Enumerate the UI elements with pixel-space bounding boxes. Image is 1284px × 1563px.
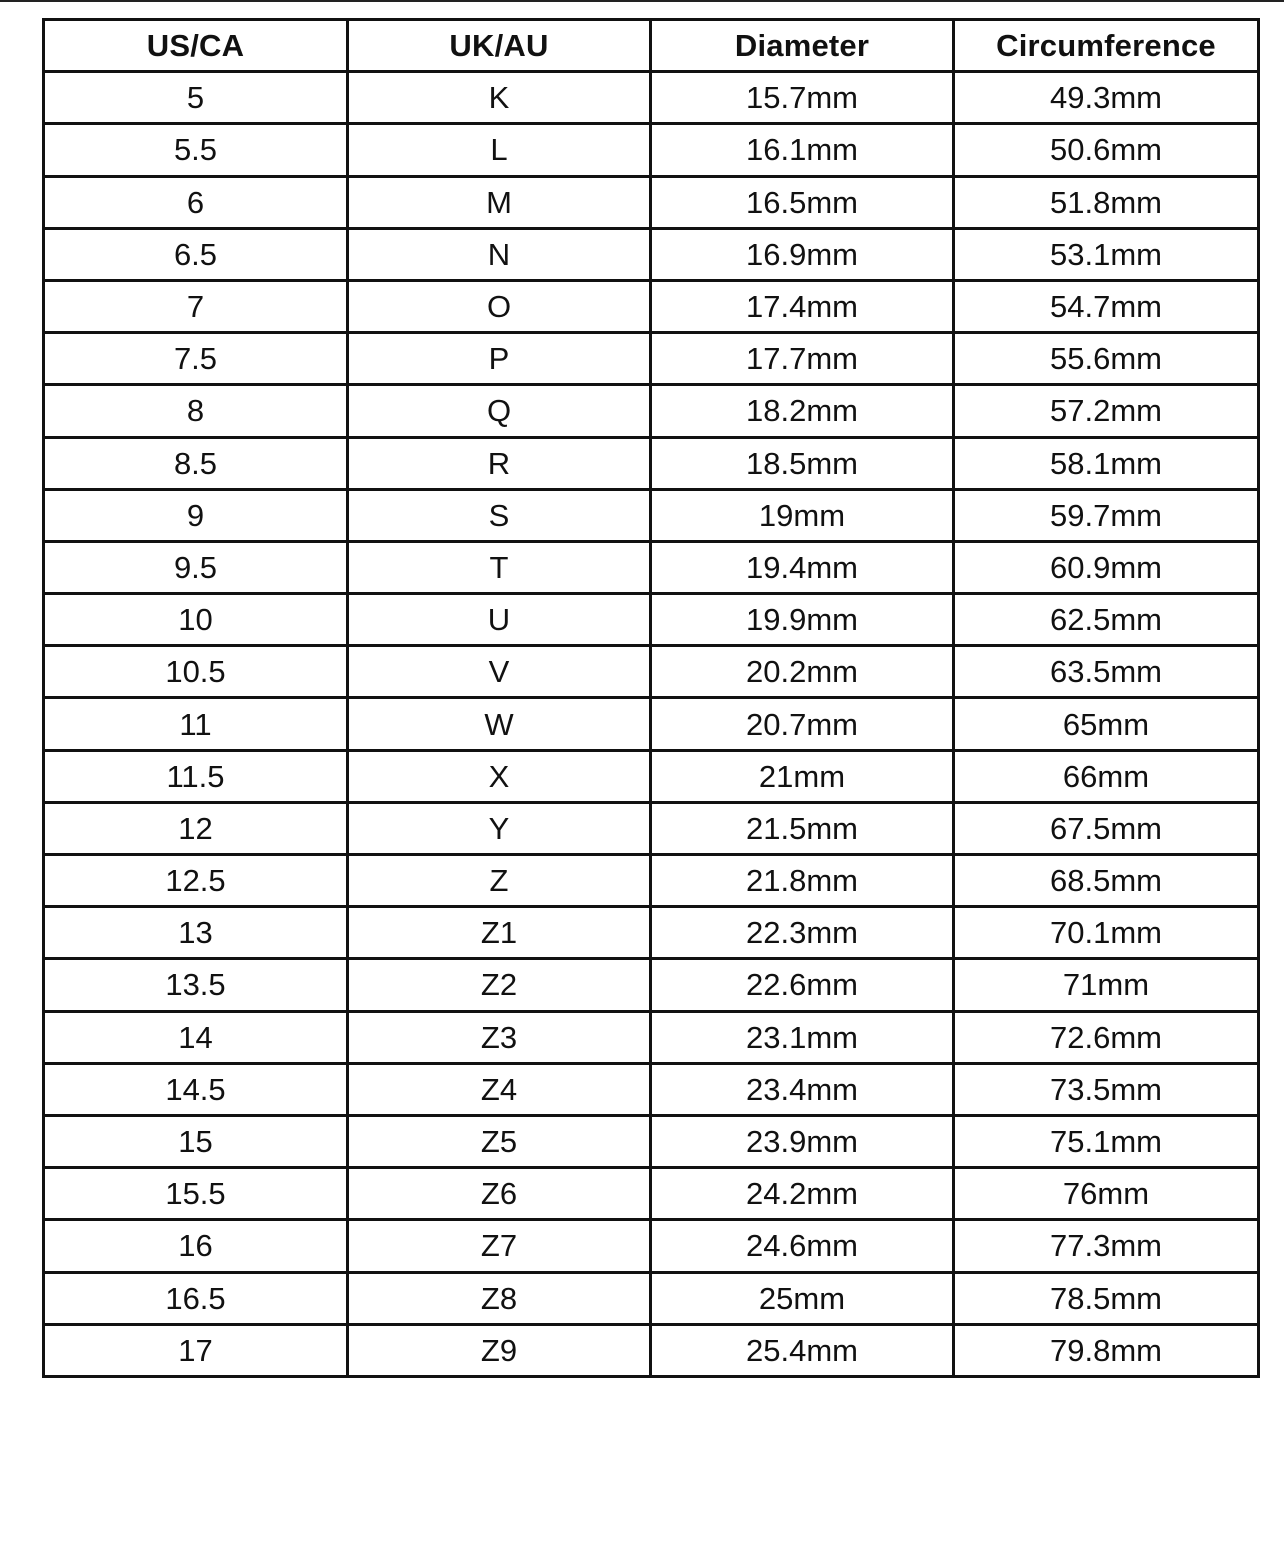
table-row bbox=[44, 646, 1259, 698]
diameter-cell: 19mm bbox=[651, 489, 954, 541]
uk-au-cell: X bbox=[348, 750, 651, 802]
table-row bbox=[44, 855, 1259, 907]
uk-au-cell: Z6 bbox=[348, 1168, 651, 1220]
us-ca-cell: 5 bbox=[44, 72, 348, 124]
circumference-cell: 58.1mm bbox=[954, 437, 1259, 489]
uk-au-cell: V bbox=[348, 646, 651, 698]
uk-au-cell: R bbox=[348, 437, 651, 489]
table-row bbox=[44, 489, 1259, 541]
diameter-cell: 23.1mm bbox=[651, 1011, 954, 1063]
diameter-cell: 19.4mm bbox=[651, 541, 954, 593]
uk-au-cell: Z3 bbox=[348, 1011, 651, 1063]
circumference-cell: 51.8mm bbox=[954, 176, 1259, 228]
us-ca-cell: 6.5 bbox=[44, 228, 348, 280]
circumference-cell: 68.5mm bbox=[954, 855, 1259, 907]
diameter-cell: 21mm bbox=[651, 750, 954, 802]
circumference-cell: 79.8mm bbox=[954, 1324, 1259, 1376]
table-row bbox=[44, 907, 1259, 959]
us-ca-cell: 10.5 bbox=[44, 646, 348, 698]
circumference-cell: 75.1mm bbox=[954, 1115, 1259, 1167]
table-row bbox=[44, 750, 1259, 802]
circumference-cell: 62.5mm bbox=[954, 594, 1259, 646]
uk-au-cell: S bbox=[348, 489, 651, 541]
circumference-cell: 76mm bbox=[954, 1168, 1259, 1220]
diameter-cell: 17.4mm bbox=[651, 280, 954, 332]
uk-au-cell: Z4 bbox=[348, 1063, 651, 1115]
uk-au-cell: O bbox=[348, 280, 651, 332]
uk-au-cell: Z8 bbox=[348, 1272, 651, 1324]
diameter-cell: 24.2mm bbox=[651, 1168, 954, 1220]
circumference-cell: 66mm bbox=[954, 750, 1259, 802]
diameter-cell: 18.2mm bbox=[651, 385, 954, 437]
table-row bbox=[44, 541, 1259, 593]
table-row bbox=[44, 594, 1259, 646]
diameter-cell: 16.5mm bbox=[651, 176, 954, 228]
top-border-line bbox=[0, 0, 1284, 2]
circumference-cell: 63.5mm bbox=[954, 646, 1259, 698]
uk-au-cell: M bbox=[348, 176, 651, 228]
us-ca-cell: 16.5 bbox=[44, 1272, 348, 1324]
circumference-cell: 78.5mm bbox=[954, 1272, 1259, 1324]
table-row bbox=[44, 1324, 1259, 1376]
table-row bbox=[44, 385, 1259, 437]
table-row bbox=[44, 1220, 1259, 1272]
circumference-cell: 73.5mm bbox=[954, 1063, 1259, 1115]
us-ca-cell: 5.5 bbox=[44, 124, 348, 176]
header-us-ca: US/CA bbox=[44, 20, 348, 72]
circumference-cell: 70.1mm bbox=[954, 907, 1259, 959]
circumference-cell: 50.6mm bbox=[954, 124, 1259, 176]
uk-au-cell: Z7 bbox=[348, 1220, 651, 1272]
us-ca-cell: 14.5 bbox=[44, 1063, 348, 1115]
uk-au-cell: K bbox=[348, 72, 651, 124]
header-diameter: Diameter bbox=[651, 20, 954, 72]
uk-au-cell: Z5 bbox=[348, 1115, 651, 1167]
us-ca-cell: 13 bbox=[44, 907, 348, 959]
us-ca-cell: 14 bbox=[44, 1011, 348, 1063]
us-ca-cell: 13.5 bbox=[44, 959, 348, 1011]
table-row bbox=[44, 1011, 1259, 1063]
circumference-cell: 53.1mm bbox=[954, 228, 1259, 280]
uk-au-cell: L bbox=[348, 124, 651, 176]
diameter-cell: 20.7mm bbox=[651, 698, 954, 750]
us-ca-cell: 6 bbox=[44, 176, 348, 228]
table-header bbox=[44, 20, 1259, 72]
diameter-cell: 19.9mm bbox=[651, 594, 954, 646]
us-ca-cell: 11.5 bbox=[44, 750, 348, 802]
uk-au-cell: W bbox=[348, 698, 651, 750]
us-ca-cell: 12 bbox=[44, 802, 348, 854]
circumference-cell: 59.7mm bbox=[954, 489, 1259, 541]
diameter-cell: 22.3mm bbox=[651, 907, 954, 959]
table-row bbox=[44, 698, 1259, 750]
header-row bbox=[44, 20, 1259, 72]
uk-au-cell: Z bbox=[348, 855, 651, 907]
table-row bbox=[44, 333, 1259, 385]
us-ca-cell: 15 bbox=[44, 1115, 348, 1167]
circumference-cell: 72.6mm bbox=[954, 1011, 1259, 1063]
circumference-cell: 54.7mm bbox=[954, 280, 1259, 332]
table-row bbox=[44, 1063, 1259, 1115]
us-ca-cell: 10 bbox=[44, 594, 348, 646]
diameter-cell: 21.5mm bbox=[651, 802, 954, 854]
ring-size-table bbox=[42, 18, 1260, 1378]
us-ca-cell: 11 bbox=[44, 698, 348, 750]
diameter-cell: 18.5mm bbox=[651, 437, 954, 489]
us-ca-cell: 7 bbox=[44, 280, 348, 332]
circumference-cell: 65mm bbox=[954, 698, 1259, 750]
uk-au-cell: T bbox=[348, 541, 651, 593]
uk-au-cell: N bbox=[348, 228, 651, 280]
circumference-cell: 67.5mm bbox=[954, 802, 1259, 854]
us-ca-cell: 17 bbox=[44, 1324, 348, 1376]
diameter-cell: 16.1mm bbox=[651, 124, 954, 176]
table-row bbox=[44, 1115, 1259, 1167]
us-ca-cell: 12.5 bbox=[44, 855, 348, 907]
diameter-cell: 23.4mm bbox=[651, 1063, 954, 1115]
circumference-cell: 71mm bbox=[954, 959, 1259, 1011]
table-row bbox=[44, 437, 1259, 489]
diameter-cell: 16.9mm bbox=[651, 228, 954, 280]
table-row bbox=[44, 802, 1259, 854]
uk-au-cell: Z2 bbox=[348, 959, 651, 1011]
table-row bbox=[44, 1272, 1259, 1324]
table-body bbox=[44, 72, 1259, 1377]
circumference-cell: 60.9mm bbox=[954, 541, 1259, 593]
diameter-cell: 22.6mm bbox=[651, 959, 954, 1011]
us-ca-cell: 8 bbox=[44, 385, 348, 437]
us-ca-cell: 15.5 bbox=[44, 1168, 348, 1220]
uk-au-cell: Y bbox=[348, 802, 651, 854]
diameter-cell: 25.4mm bbox=[651, 1324, 954, 1376]
table-row bbox=[44, 72, 1259, 124]
circumference-cell: 77.3mm bbox=[954, 1220, 1259, 1272]
diameter-cell: 17.7mm bbox=[651, 333, 954, 385]
diameter-cell: 24.6mm bbox=[651, 1220, 954, 1272]
diameter-cell: 21.8mm bbox=[651, 855, 954, 907]
us-ca-cell: 7.5 bbox=[44, 333, 348, 385]
table-row bbox=[44, 1168, 1259, 1220]
diameter-cell: 23.9mm bbox=[651, 1115, 954, 1167]
table-row bbox=[44, 959, 1259, 1011]
uk-au-cell: Z9 bbox=[348, 1324, 651, 1376]
uk-au-cell: U bbox=[348, 594, 651, 646]
header-uk-au: UK/AU bbox=[348, 20, 651, 72]
uk-au-cell: Q bbox=[348, 385, 651, 437]
header-circumference: Circumference bbox=[954, 20, 1259, 72]
table-row bbox=[44, 280, 1259, 332]
uk-au-cell: Z1 bbox=[348, 907, 651, 959]
us-ca-cell: 9 bbox=[44, 489, 348, 541]
table-row bbox=[44, 228, 1259, 280]
uk-au-cell: P bbox=[348, 333, 651, 385]
diameter-cell: 15.7mm bbox=[651, 72, 954, 124]
table-row bbox=[44, 176, 1259, 228]
circumference-cell: 49.3mm bbox=[954, 72, 1259, 124]
us-ca-cell: 9.5 bbox=[44, 541, 348, 593]
us-ca-cell: 16 bbox=[44, 1220, 348, 1272]
table-row bbox=[44, 124, 1259, 176]
circumference-cell: 57.2mm bbox=[954, 385, 1259, 437]
diameter-cell: 25mm bbox=[651, 1272, 954, 1324]
circumference-cell: 55.6mm bbox=[954, 333, 1259, 385]
us-ca-cell: 8.5 bbox=[44, 437, 348, 489]
diameter-cell: 20.2mm bbox=[651, 646, 954, 698]
